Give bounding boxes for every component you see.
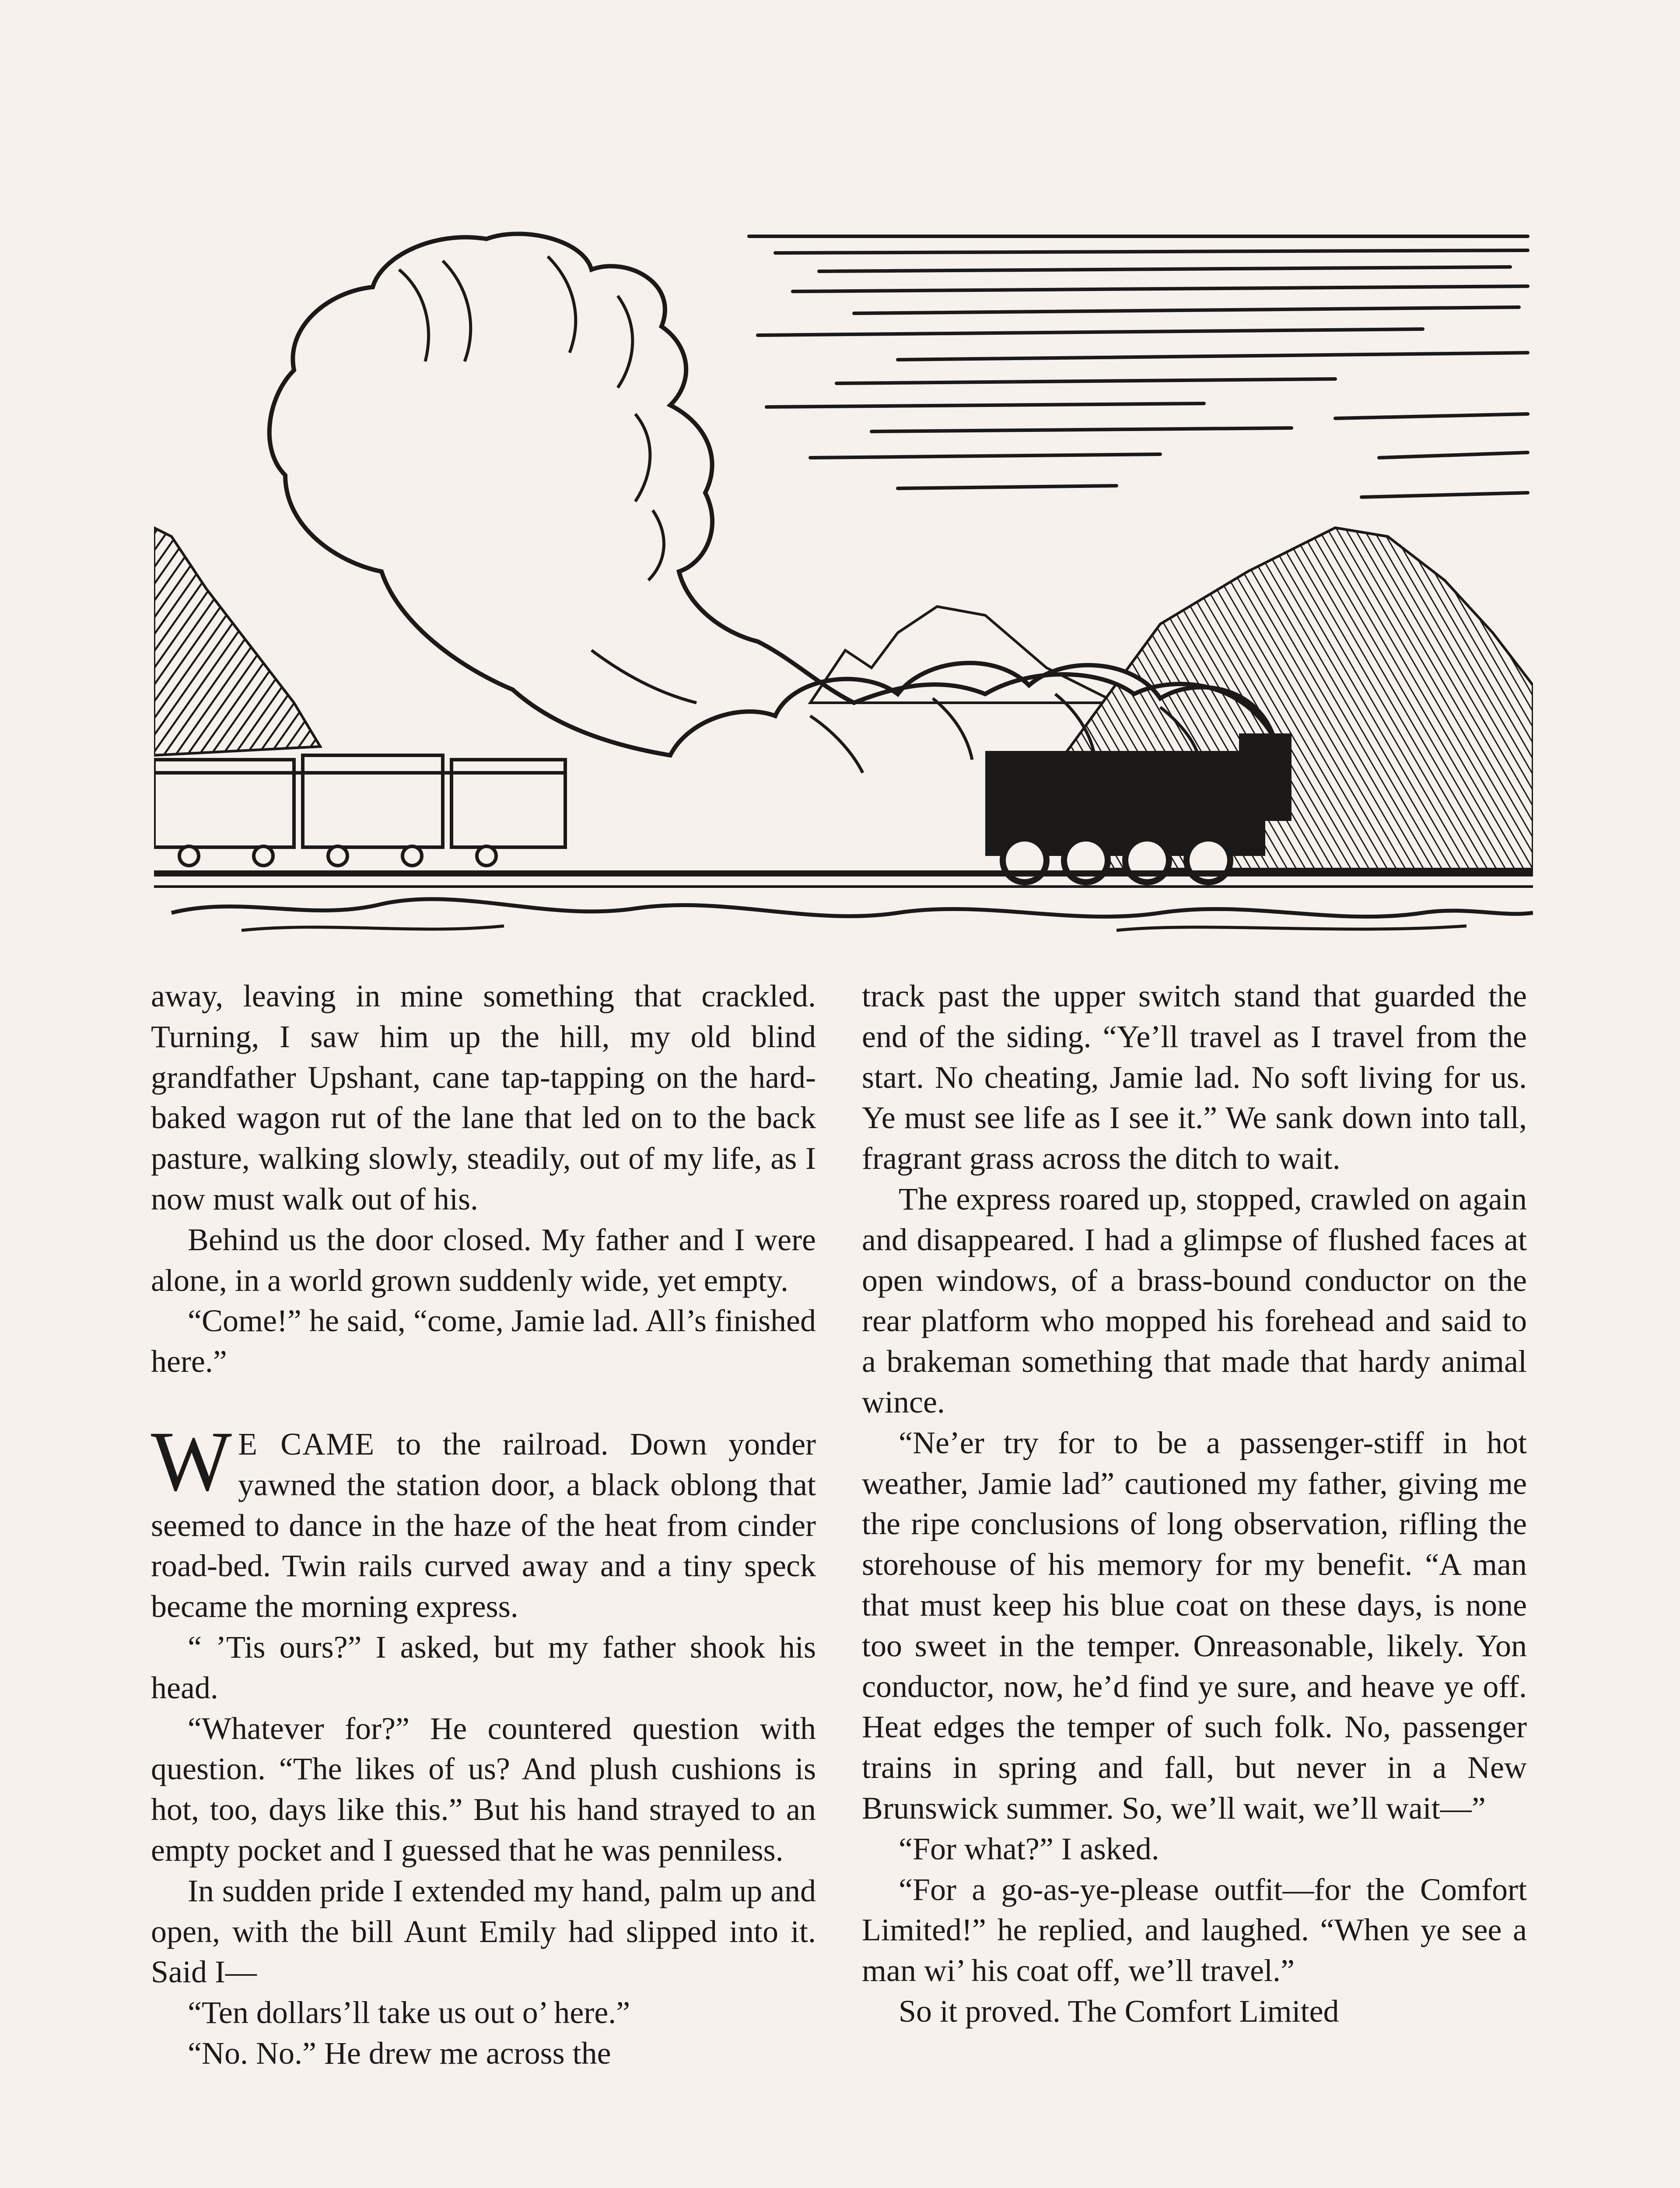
paragraph: “Whatever for?” He countered question with question. “The likes of us? And plush cushions is hot, too, days like this.” But his hand strayed to an empty pocket and I guessed that he was penniless.	[151, 1711, 816, 1868]
paragraph: “For what?” I asked.	[899, 1831, 1159, 1866]
left-text-column	[151, 976, 816, 2074]
train-illustration	[154, 230, 1533, 935]
paragraph: away, leaving in mine something that crackled. Turning, I saw him up the hill, my old blind grandfather Upshant, cane tap-tapping on the hard-baked wagon rut of the lane that led on to the back pasture, walking slowly, steadily, out of my life, as I now must walk out of his.	[151, 978, 816, 1217]
lead-in: E CAME	[238, 1426, 375, 1462]
track-ground	[154, 873, 1533, 930]
left-cliff	[154, 528, 320, 755]
paragraph: “For a go-as-ye-please outfit—for the Comfort Limited!” he replied, and laughed. “When ye see a man wi’ his coat off, we’ll travel.”	[862, 1872, 1527, 1988]
train-cars	[154, 755, 565, 866]
sky-streaks	[749, 236, 1528, 497]
section-opening-paragraph	[151, 1413, 816, 1627]
paragraph: The express roared up, stopped, crawled on again and disappeared. I had a glimpse of flushed faces at open windows, of a brass-bound conductor on the rear platform who mopped his forehead and said to a brakeman something that made that hardy animal wince.	[862, 1181, 1527, 1420]
paragraph: “Come!” he said, “come, Jamie lad. All’s finished here.”	[151, 1303, 816, 1379]
paragraph: “Ten dollars’ll take us out o’ here.”	[188, 1995, 630, 2030]
section-break	[151, 1382, 816, 1424]
paragraph: So it proved. The Comfort Limited	[899, 1993, 1339, 2029]
drop-cap: W	[151, 1413, 232, 1509]
paragraph: “ ’Tis ours?” I asked, but my father shook his head.	[151, 1629, 816, 1705]
train-engraving	[154, 230, 1533, 935]
paragraph: Behind us the door closed. My father and I were alone, in a world grown suddenly wide, yet empty.	[151, 1222, 816, 1298]
paragraph: “No. No.” He drew me across the	[188, 2035, 611, 2071]
paragraph: “Ne’er try for to be a passenger-stiff in hot weather, Jamie lad” cautioned my father, giving me the ripe conclusions of long observation, rifling the storehouse of his memory for my benefit. “A man that must keep his blue coat on these days, is none too sweet in the temper. Onreasonable, likely. Yon conductor, now, he’d find ye sure, and heave ye off. Heat edges the temper of such folk. No, passenger trains in spring and fall, but never in a New Brunswick summer. So, we’ll wait, we’ll wait—”	[862, 1425, 1527, 1826]
paragraph-rest: to the railroad. Down yonder yawned the station door, a black oblong that seemed to dance in the haze of the heat from cinder road-bed. Twin rails curved away and a tiny speck became the morning express.	[151, 1426, 816, 1624]
paragraph: track past the upper switch stand that guarded the end of the siding. “Ye’ll travel as I travel from the start. No cheating, Jamie lad. No soft living for us. Ye must see life as I see it.” We sank down into tall, fragrant grass across the ditch to wait.	[862, 978, 1527, 1176]
right-text-column	[862, 976, 1527, 2032]
paragraph: In sudden pride I extended my hand, palm up and open, with the bill Aunt Emily had slipped into it. Said I—	[151, 1873, 816, 1990]
